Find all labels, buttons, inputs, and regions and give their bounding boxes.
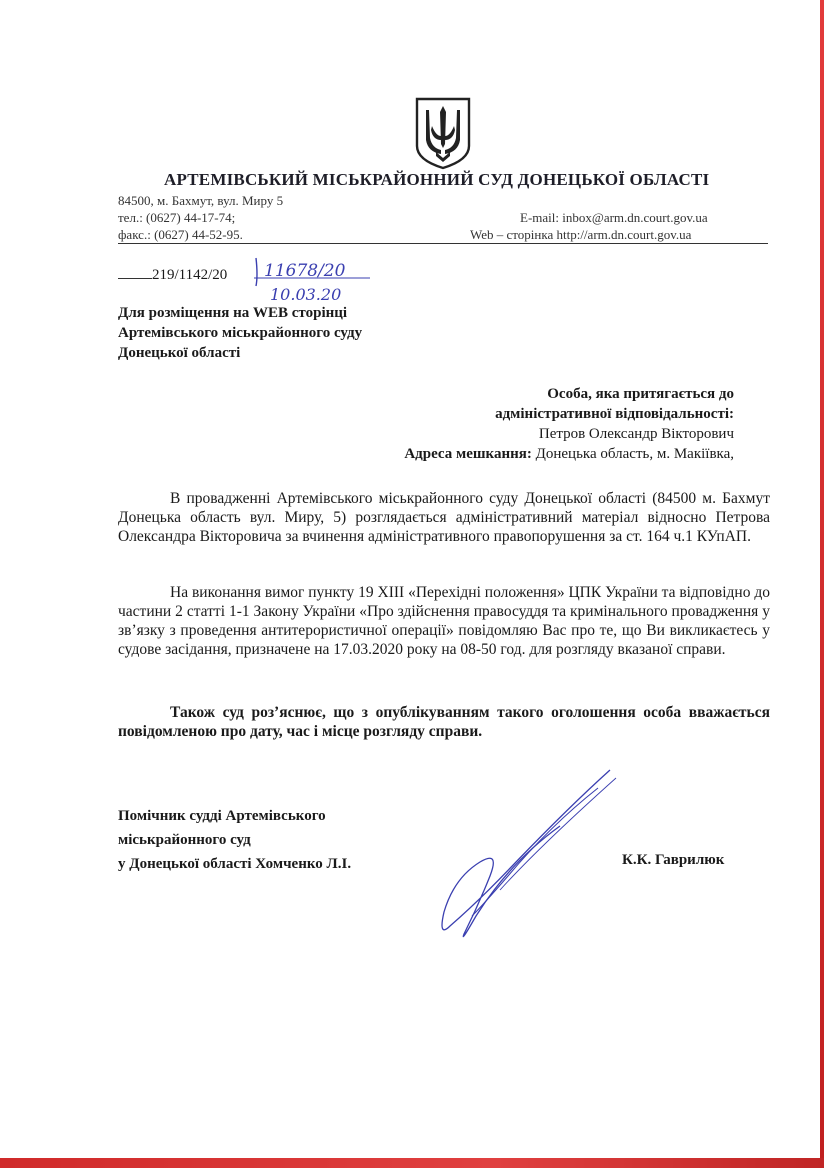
court-title: АРТЕМІВСЬКИЙ МІСЬКРАЙОННИЙ СУД ДОНЕЦЬКОЇ ОБЛАСТІ xyxy=(164,170,710,189)
handwritten-registration xyxy=(254,256,374,306)
recipient-line-2: Артемівського міськрайонного суду xyxy=(118,325,363,341)
scan-edge-bottom xyxy=(0,1158,824,1168)
registration-line xyxy=(118,266,227,284)
court-phone: тел.: (0627) 44-17-74; xyxy=(118,210,236,225)
court-email: E-mail: inbox@arm.dn.court.gov.ua xyxy=(520,210,708,225)
address-label: Адреса мешкання: xyxy=(404,446,532,462)
body-paragraph-3 xyxy=(118,703,770,741)
address-value: Донецька область, м. Макіївка, xyxy=(535,446,734,462)
signer-name: К.К. Гаврилюк xyxy=(622,852,725,868)
person-line-2: адміністративної відповідальності: xyxy=(495,406,734,422)
handwritten-date: 10.03.20 xyxy=(270,285,342,304)
handwritten-number: 11678/20 xyxy=(264,261,346,281)
signature-line-1: Помічник судді Артемівського xyxy=(118,808,326,824)
court-fax: факс.: (0627) 44-52-95. xyxy=(118,227,243,242)
body-paragraph-1-text: В провадженні Артемівського міськрайонного суду Донецької області (84500 м. Бахмут Донецька область вул. Миру, 5) розглядається адміністративний матеріал відносно Петрова Олександра Вікторовича за вчинення адміністративного правопорушення за ст. 164 ч.1 КУпАП. xyxy=(118,490,770,545)
signature-line-2: міськрайонного суд xyxy=(118,832,251,848)
scan-edge-right xyxy=(820,0,824,1168)
recipient-line-3: Донецької області xyxy=(118,345,241,361)
person-name: Петров Олександр Вікторович xyxy=(538,426,734,442)
body-paragraph-3-text: Також суд роз’яснює, що з опублікуванням такого оголошення особа вважається повідомленою про дату, час і місце розгляду справи. xyxy=(118,704,770,740)
court-address: 84500, м. Бахмут, вул. Миру 5 xyxy=(118,193,284,208)
body-paragraph-2 xyxy=(118,583,770,659)
signature-block xyxy=(118,804,351,876)
trident-coat-of-arms-icon xyxy=(414,96,472,170)
handwritten-signature-icon xyxy=(420,766,620,946)
body-paragraph-2-text: На виконання вимог пункту 19 ХІІІ «Перехідні положення» ЦПК України та відповідно до частини 2 статті 1-1 Закону України «Про здійснення правосуддя та кримінального провадження у зв’язку з проведення антитерористичної операції» повідомляю Вас про те, що Ви викликаєтесь у судове засідання, призначене на 17.03.2020 року на 08-50 год. для розгляду вказаної справи. xyxy=(118,584,770,658)
person-block xyxy=(404,384,734,464)
person-line-1: Особа, яка притягається до xyxy=(547,386,734,402)
registration-blank xyxy=(118,266,152,279)
recipient-line-1: Для розміщення на WEB сторінці xyxy=(118,305,348,321)
person-address xyxy=(404,444,734,464)
court-website: Web – сторінка http://arm.dn.court.gov.ua xyxy=(470,227,692,242)
registration-number: 219/1142/20 xyxy=(152,267,228,283)
signature-line-3: у Донецької області Хомченко Л.І. xyxy=(118,856,352,872)
body-paragraph-1 xyxy=(118,489,770,546)
header-divider xyxy=(118,243,768,244)
recipient-block xyxy=(118,303,362,363)
